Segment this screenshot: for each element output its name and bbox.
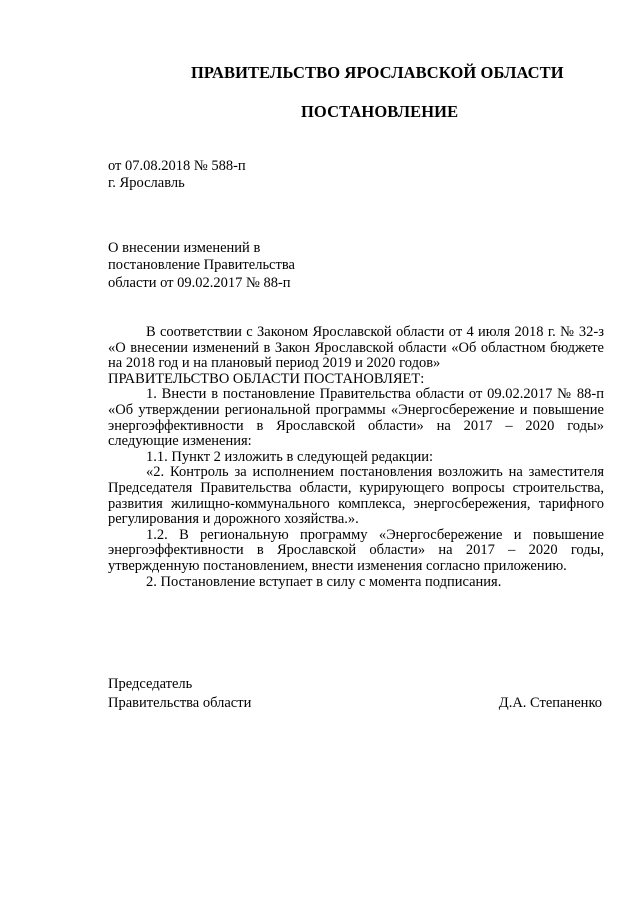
subject-line: О внесении изменений в xyxy=(108,240,261,256)
item-1-1-quote-paragraph: «2. Контроль за исполнением постановления возложить на заместителя Председателя Правительства области, курирующего вопросы строительства, развития жилищно-коммунального комплекса, энергосбережения, тарифного регулирования и дорожного хозяйства.». xyxy=(108,464,604,528)
subject-line: области от 09.02.2017 № 88-п xyxy=(108,274,291,291)
item-1-paragraph: 1. Внести в постановление Правительства области от 09.02.2017 № 88-п «Об утверждении региональной программы «Энергосбережение и повышение энергоэффективности в Ярославской области» на 2017 – 2020 годы» следующие изменения: xyxy=(108,386,604,450)
document-type-heading: ПОСТАНОВЛЕНИЕ xyxy=(301,102,459,121)
item-1-1-paragraph: 1.1. Пункт 2 изложить в следующей редакции: xyxy=(146,448,434,465)
preamble-paragraph: В соответствии с Законом Ярославской области от 4 июля 2018 г. № 32-з «О внесении изменений в Закон Ярославской области «Об областном бюджете на 2018 год и на плановый период 2019 и 2020 годов» xyxy=(108,324,604,372)
subject-line: постановление Правительства xyxy=(108,257,295,274)
decree-paragraph: ПРАВИТЕЛЬСТВО ОБЛАСТИ ПОСТАНОВЛЯЕТ: xyxy=(108,370,425,387)
item-2-paragraph: 2. Постановление вступает в силу с момента подписания. xyxy=(146,573,502,590)
item-1-2-paragraph: 1.2. В региональную программу «Энергосбережение и повышение энергоэффективности в Ярославской области» на 2017 – 2020 годы, утвержденную постановлением, внести изменения согласно приложению. xyxy=(108,526,604,574)
city: г. Ярославль xyxy=(108,175,185,192)
date-number: от 07.08.2018 № 588-п xyxy=(108,158,246,174)
document-subject xyxy=(108,240,295,292)
signatory-name: Д.А. Степаненко xyxy=(498,695,602,711)
organization-heading: ПРАВИТЕЛЬСТВО ЯРОСЛАВСКОЙ ОБЛАСТИ xyxy=(191,63,564,82)
document-body xyxy=(108,325,604,590)
signatory-title xyxy=(108,675,251,714)
document-meta xyxy=(108,158,246,193)
signatory-title-line: Правительства области xyxy=(108,695,252,712)
signatory-title-line: Председатель xyxy=(108,676,193,692)
